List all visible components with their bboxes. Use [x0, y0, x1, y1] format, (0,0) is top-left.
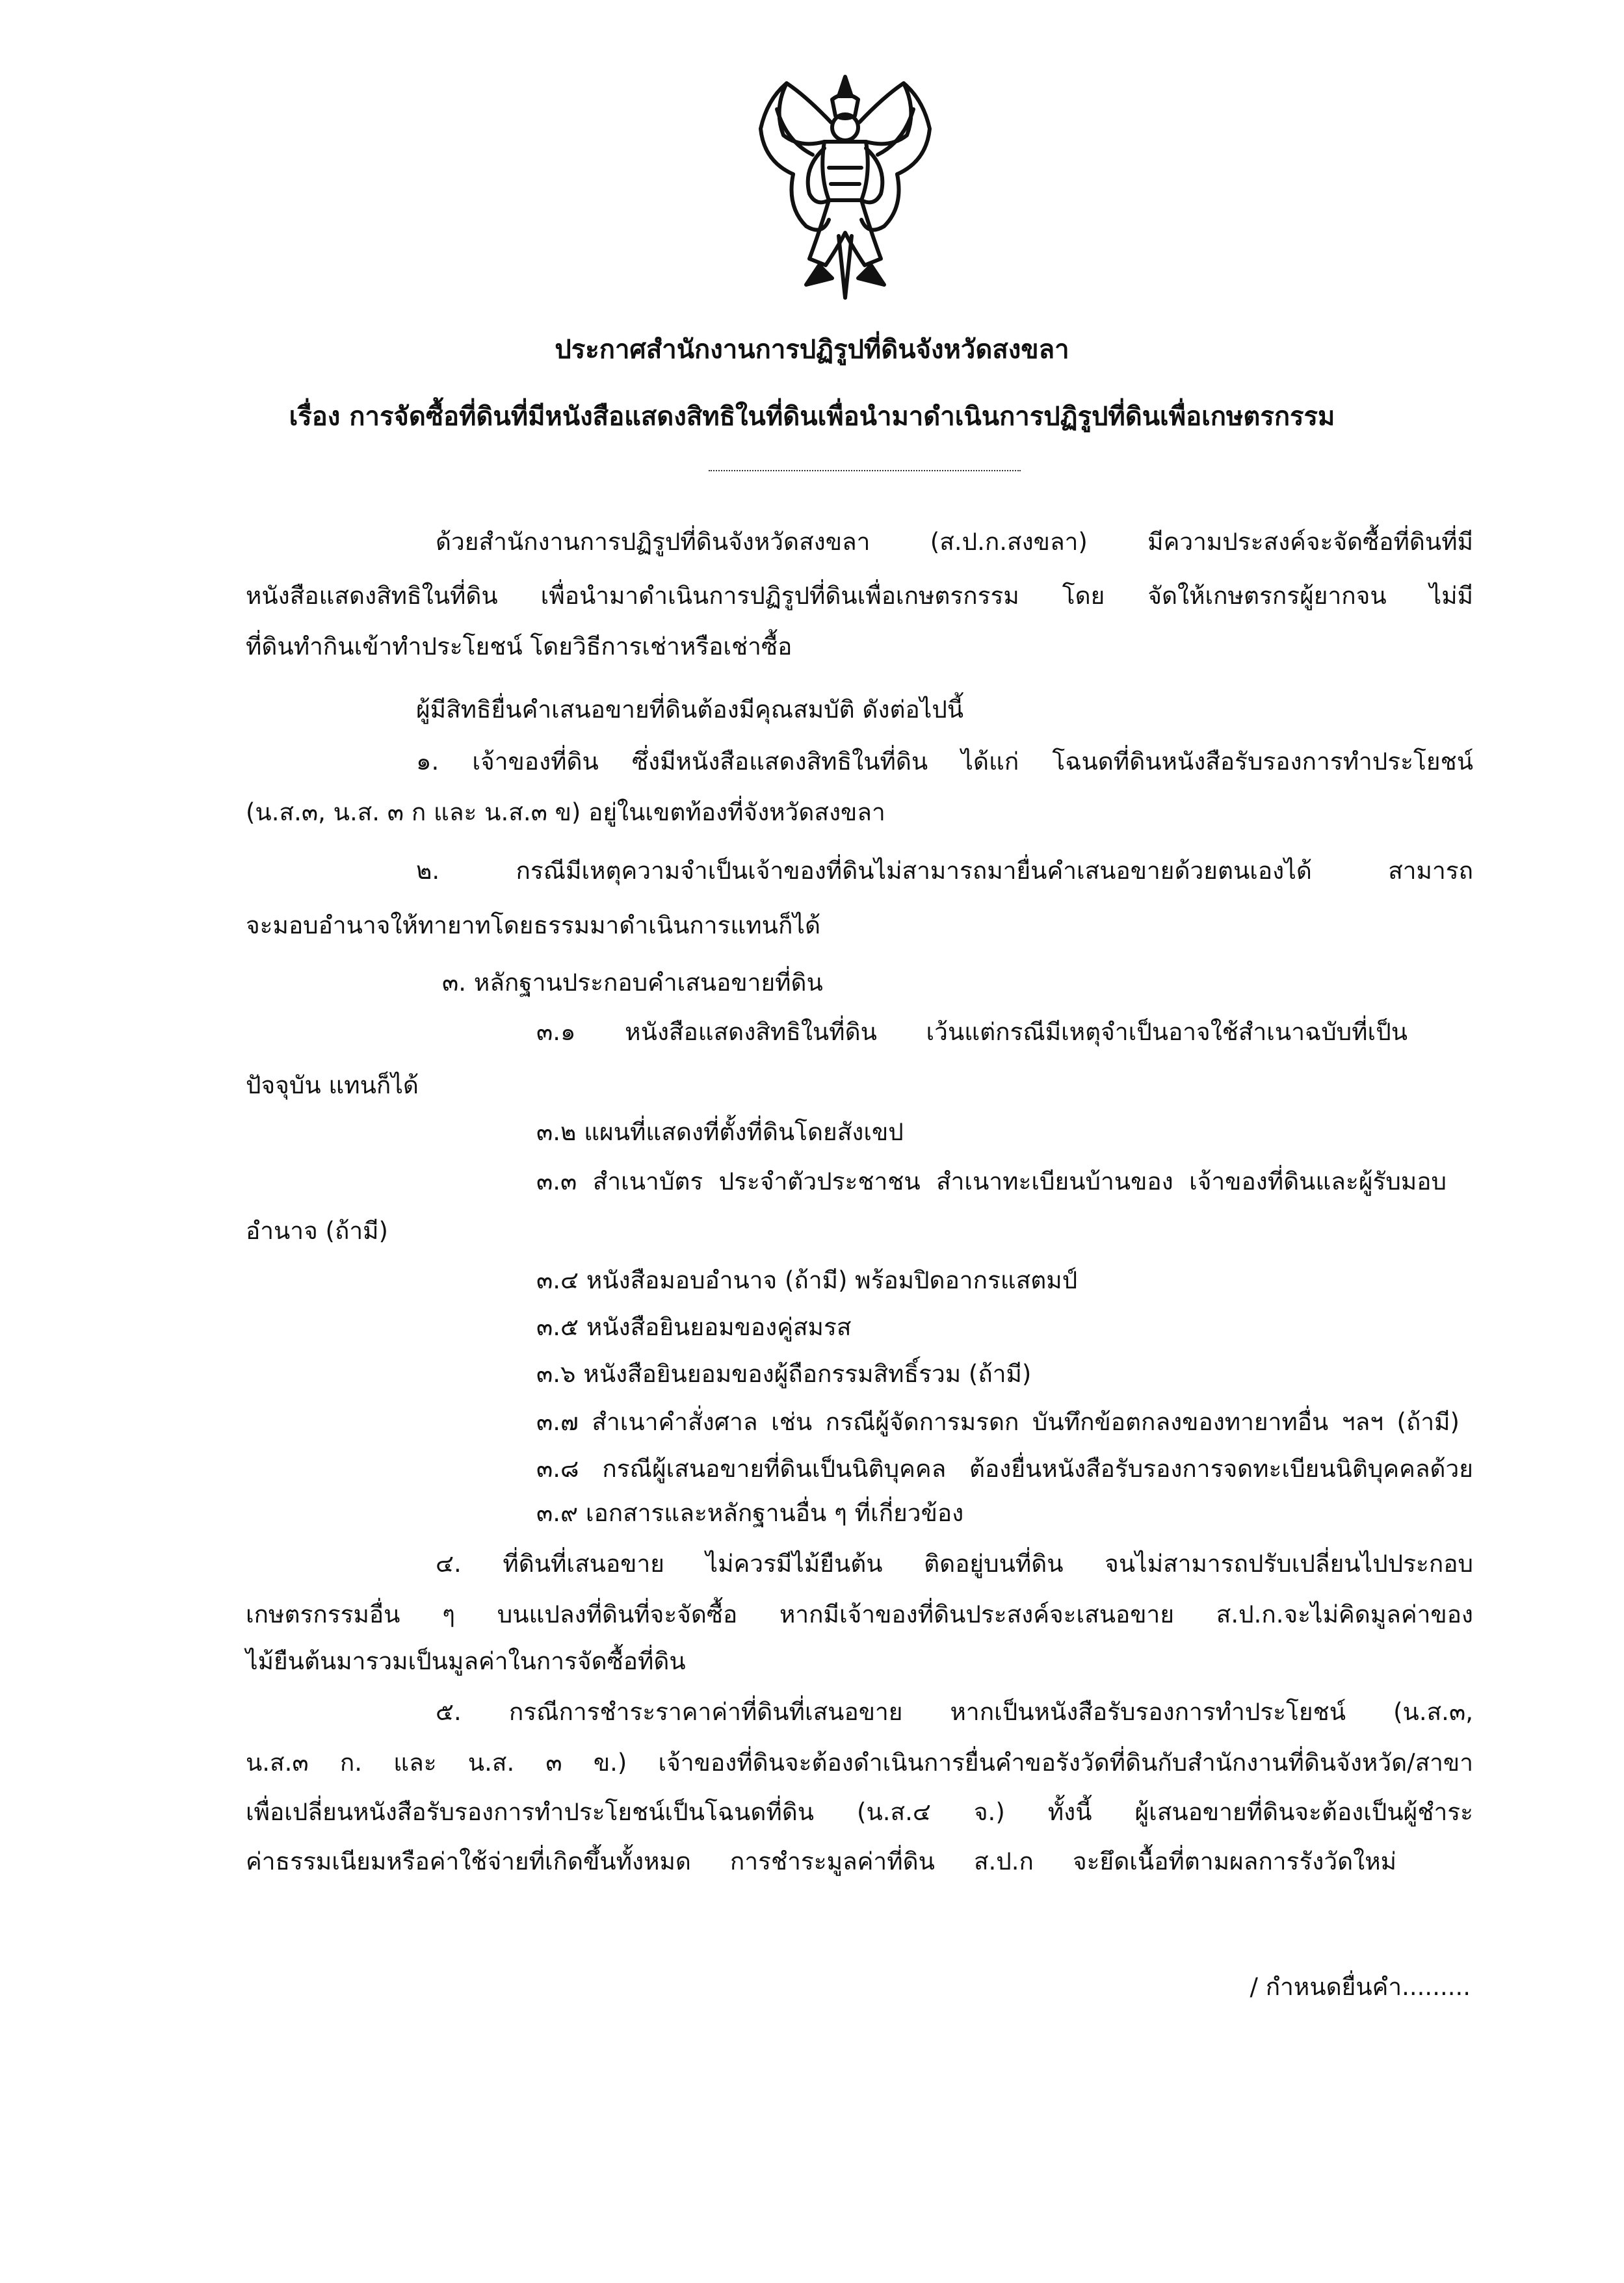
item-4-line: เกษตรกรรมอื่น ๆ บนแปลงที่ดินที่จะจัดซื้อ หากมีเจ้าของที่ดินประสงค์จะเสนอขาย ส.ป.ก.จะไม่คิดมูลค่าของ: [246, 1600, 1473, 1628]
item-3-1-line: ปัจจุบัน แทนก็ได้: [246, 1071, 419, 1099]
item-3-1-line: ๓.๑ หนังสือแสดงสิทธิในที่ดิน เว้นแต่กรณีมีเหตุจำเป็นอาจใช้สำเนาฉบับที่เป็น: [536, 1018, 1408, 1046]
item-4-line: ๔. ที่ดินที่เสนอขาย ไม่ควรมีไม้ยืนต้น ติดอยู่บนที่ดิน จนไม่สามารถปรับเปลี่ยนไปประกอบ: [436, 1550, 1473, 1578]
item-3-9: ๓.๙ เอกสารและหลักฐานอื่น ๆ ที่เกี่ยวข้อง: [536, 1499, 964, 1527]
item-2-line: ๒. กรณีมีเหตุความจำเป็นเจ้าของที่ดินไม่สามารถมายื่นคำเสนอขายด้วยตนเองได้ สามารถ: [416, 857, 1473, 885]
intro-line: ที่ดินทำกินเข้าทำประโยชน์ โดยวิธีการเช่าหรือเช่าซื้อ: [246, 633, 792, 660]
item-4-line: ไม้ยืนต้นมารวมเป็นมูลค่าในการจัดซื้อที่ดิน: [246, 1647, 686, 1675]
item-3-heading: ๓. หลักฐานประกอบคำเสนอขายที่ดิน: [442, 969, 823, 997]
item-5-line: น.ส.๓ ก. และ น.ส. ๓ ข.) เจ้าของที่ดินจะต้องดำเนินการยื่นคำขอรังวัดที่ดินกับสำนักงานที่ดินจังหวัด/สาขา: [246, 1749, 1473, 1777]
item-3-8: ๓.๘ กรณีผู้เสนอขายที่ดินเป็นนิติบุคคล ต้องยื่นหนังสือรับรองการจดทะเบียนนิติบุคคลด้วย: [536, 1455, 1473, 1483]
item-5-line: ค่าธรรมเนียมหรือค่าใช้จ่ายที่เกิดขึ้นทั้งหมด การชำระมูลค่าที่ดิน ส.ป.ก จะยึดเนื้อที่ตามผลการรังวัดใหม่: [246, 1847, 1396, 1875]
item-3-5: ๓.๕ หนังสือยินยอมของคู่สมรส: [536, 1313, 852, 1341]
intro-line: หนังสือแสดงสิทธิในที่ดิน เพื่อนำมาดำเนินการปฏิรูปที่ดินเพื่อเกษตรกรรม โดย จัดให้เกษตรกรผู้ยากจน ไม่มี: [246, 582, 1473, 610]
title-divider: [709, 470, 1021, 471]
item-3-7: ๓.๗ สำเนาคำสั่งศาล เช่น กรณีผู้จัดการมรดก บันทึกข้อตกลงของทายาทอื่น ฯลฯ (ถ้ามี): [536, 1408, 1460, 1436]
item-1-line: ๑. เจ้าของที่ดิน ซึ่งมีหนังสือแสดงสิทธิในที่ดิน ได้แก่ โฉนดที่ดินหนังสือรับรองการทำประโยชน์: [416, 748, 1473, 776]
item-1-line: (น.ส.๓, น.ส. ๓ ก และ น.ส.๓ ข) อยู่ในเขตท้องที่จังหวัดสงขลา: [246, 798, 885, 826]
item-2-line: จะมอบอำนาจให้ทายาทโดยธรรมมาดำเนินการแทนก็ได้: [246, 911, 820, 939]
item-5-line: ๕. กรณีการชำระราคาค่าที่ดินที่เสนอขาย หากเป็นหนังสือรับรองการทำประโยชน์ (น.ส.๓,: [436, 1698, 1473, 1726]
item-3-3-line: ๓.๓ สำเนาบัตร ประจำตัวประชาชน สำเนาทะเบียนบ้านของ เจ้าของที่ดินและผู้รับมอบ: [536, 1168, 1447, 1195]
qualifications-intro: ผู้มีสิทธิยื่นคำเสนอขายที่ดินต้องมีคุณสมบัติ ดังต่อไปนี้: [416, 696, 964, 724]
item-3-2: ๓.๒ แผนที่แสดงที่ตั้งที่ดินโดยสังเขป: [536, 1118, 904, 1146]
item-3-4: ๓.๔ หนังสือมอบอำนาจ (ถ้ามี) พร้อมปิดอากรแสตมป์: [536, 1266, 1078, 1294]
garuda-emblem-icon: [748, 70, 943, 304]
continuation-note: / กำหนดยื่นคำ.........: [1250, 1973, 1471, 2001]
announcement-subject: เรื่อง การจัดซื้อที่ดินที่มีหนังสือแสดงสิทธิในที่ดินเพื่อนำมาดำเนินการปฏิรูปที่ดินเพื่อเกษตรกรรม: [289, 402, 1335, 432]
intro-line: ด้วยสำนักงานการปฏิรูปที่ดินจังหวัดสงขลา (ส.ป.ก.สงขลา) มีความประสงค์จะจัดซื้อที่ดินที่มี: [436, 528, 1473, 556]
announcement-title: ประกาศสำนักงานการปฏิรูปที่ดินจังหวัดสงขลา: [555, 335, 1069, 365]
item-3-3-line: อำนาจ (ถ้ามี): [246, 1217, 388, 1245]
item-5-line: เพื่อเปลี่ยนหนังสือรับรองการทำประโยชน์เป็นโฉนดที่ดิน (น.ส.๔ จ.) ทั้งนี้ ผู้เสนอขายที่ดินจะต้องเป็นผู้ชำระ: [246, 1798, 1473, 1826]
item-3-6: ๓.๖ หนังสือยินยอมของผู้ถือกรรมสิทธิ์รวม (ถ้ามี): [536, 1360, 1032, 1388]
